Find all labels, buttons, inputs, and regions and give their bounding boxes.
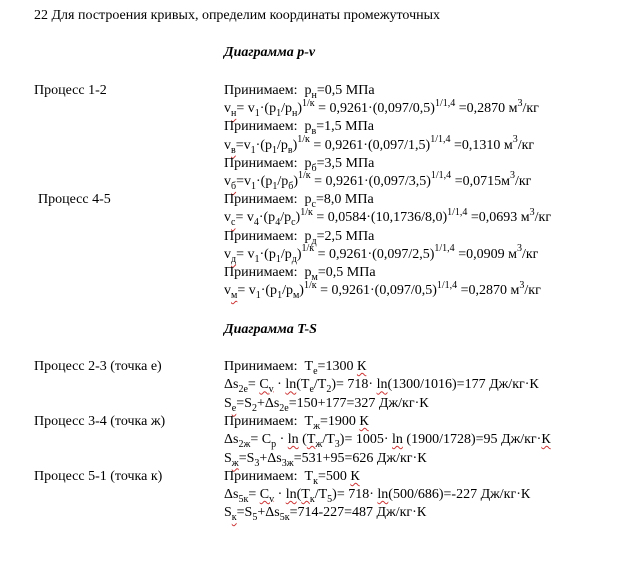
process-label-3-4: Процесс 3-4 (точка ж) (34, 414, 166, 429)
ts-formula-line: Принимаем: $Т_к=500$ К (224, 468, 360, 487)
ts-formula-line: Принимаем: $Т_ж=1900$ К (224, 413, 369, 432)
ts-formula-line: $S_ж=S_3+\Delta s_{3ж}=531+95=626$ Дж/кг·К (224, 450, 427, 469)
pv-formula-line: $v_в=v_1\cdot(p_1/p_в)^{1/к} = 0,9261\cdot(0,097/1,5)^{1/1,4} =0,1310$ $м^3/кг$ (224, 133, 535, 156)
process-label-2-3: Процесс 2-3 (точка е) (34, 359, 162, 374)
pv-formula-line: Принимаем: $p_в=1,5$ МПа (224, 119, 374, 138)
ts-formula-line: $S_е=S_2+\Delta s_{2е}=150+177=327$ Дж/кг·К (224, 395, 429, 414)
pv-formula-line: $v_д= v_1\cdot(p_1/p_д)^{1/к} = 0,9261\cdot(0,097/2,5)^{1/1,4} =0,0909$ $м^3/кг$ (224, 243, 539, 265)
pv-formula-line: $v_с= v_4\cdot(p_4/p_с)^{1/к} = 0,0584\cdot(10,1736/8,0)^{1/1,4} =0,0693$ $м^3/кг$ (224, 206, 552, 229)
ts-formula-line: $S_к=S_5+\Delta s_{5к}=714-227=487$ Дж/кг·К (224, 505, 427, 524)
section-title-ts: Диаграмма T-S (224, 322, 317, 337)
ts-formula-line: $\Delta s_{2е}= C_v \cdot \ln(T_е/T_2)= 718\cdot \ln(1300/1016)=177$ Дж/кг·К (224, 377, 539, 396)
ts-formula-line: $\Delta s_{2ж}= C_p \cdot \ln (T_ж/T_3)= 1005\cdot \ln (1900/1728)=95$ Дж/кг·К (224, 432, 551, 450)
pv-formula-line: $v_б=v_1\cdot(p_1/p_б)^{1/к} = 0,9261\cdot(0,097/3,5)^{1/1,4} =0,0715м^3/кг$ (224, 170, 532, 192)
pv-formula-line: $v_м= v_1\cdot(p_1/p_м)^{1/к} = 0,9261\cdot(0,097/0,5)^{1/1,4} =0,2870$ $м^3/кг$ (224, 279, 541, 301)
pv-formula-line: Принимаем: $p_с=8,0$ МПа (224, 192, 374, 210)
section-title-pv: Диаграмма p-v (224, 45, 316, 60)
pv-formula-line: $v_н= v_1\cdot(p_1/p_н)^{1/к} = 0,9261\cdot(0,097/0,5)^{1/1,4} =0,2870$ $м^3/кг$ (224, 97, 539, 119)
pv-formula-line: Принимаем: $p_д=2,5$ МПа (224, 228, 375, 247)
process-label-1-2: Процесс 1-2 (34, 83, 107, 98)
process-label-5-1: Процесс 5-1 (точка к) (34, 469, 163, 484)
ts-formula-line: Принимаем: $Т_е=1300$ К (224, 359, 367, 377)
paragraph-header: 22 Для построения кривых, определим координаты промежуточных (34, 8, 441, 23)
pv-formula-line: Принимаем: $p_н=0,5$ МПа (224, 83, 375, 101)
pv-formula-line: Принимаем: $p_м=0,5$ МПа (224, 265, 376, 283)
process-label-4-5: Процесс 4-5 (38, 192, 111, 207)
ts-formula-line: $\Delta s_{5к}= C_v \cdot \ln(T_к/T_5)= 718\cdot \ln(500/686)=-227$ Дж/кг·К (224, 487, 531, 505)
pv-formula-line: Принимаем: $p_б=3,5$ МПа (224, 155, 375, 174)
